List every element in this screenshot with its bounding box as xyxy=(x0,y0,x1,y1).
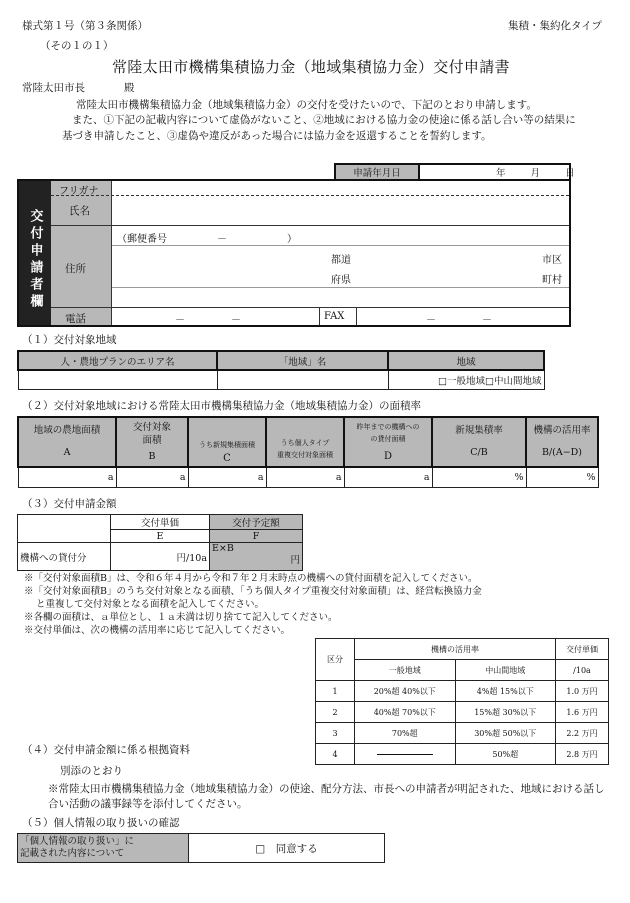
note-2-cont: と重複して交付対象となる面積を記入してください。 xyxy=(36,599,265,610)
furigana-field[interactable] xyxy=(111,181,569,195)
rate-row: 3 70%超 30%超 50%以下 2.2 万円 xyxy=(316,723,609,744)
price-unit-header: /10a xyxy=(556,660,609,681)
region-type-checkboxes[interactable]: □一般地域□中山間地域 xyxy=(388,370,544,389)
unit-price-field[interactable]: 円/10a xyxy=(111,543,210,571)
region-type-header: 地域 xyxy=(388,351,544,370)
new-accumulation-header: うち新規集積面積 C xyxy=(188,417,266,467)
section-4-body: 別添のとおり xyxy=(60,765,123,777)
farmland-area-field[interactable]: a xyxy=(18,467,116,487)
fax-field[interactable]: － － xyxy=(426,315,492,326)
rate-table xyxy=(315,638,609,765)
form-number: 様式第１号（第３条関係） xyxy=(22,20,148,32)
intro-paragraph-2: また、①下記の記載内容について虚偽がないこと、②地域における協力金の使途に係る話し合い等の結果に基づき申請したこと、③虚偽や違反があった場合には協力金を返還することを誓約します。 xyxy=(62,114,576,142)
date-day-label: 日 xyxy=(565,168,575,179)
note-1: ※「交付対象面積B」は、令和６年４月から令和７年２月末時点の機構への貸付面積を記入してください。 xyxy=(24,573,478,584)
rate-header: 機構の活用率 xyxy=(355,639,556,660)
unit-price-code: E xyxy=(111,530,210,543)
duplicate-area-field[interactable]: a xyxy=(266,467,344,487)
intro-paragraph-1: 常陸太田市機構集積協力金（地域集積協力金）の交付を受けたいので、下記のとおり申請します。 xyxy=(76,99,537,111)
phone-label: 電話 xyxy=(65,313,86,325)
phone-field[interactable]: － － xyxy=(175,315,241,326)
rate-row: 4 50%超 2.8 万円 xyxy=(316,744,609,765)
form-subnumber: （その１の１） xyxy=(40,40,114,52)
region-name-field[interactable] xyxy=(217,370,388,389)
note-2: ※「交付対象面積B」のうち交付対象となる面積、「うち個人タイプ重複交付対象面積」は、経営転換協力金 xyxy=(24,586,482,597)
utilization-rate-header: 機構の活用率 B/(A−D) xyxy=(526,417,598,467)
farmland-area-header: 地域の農地面積 A xyxy=(18,417,116,467)
prior-lending-field[interactable]: a xyxy=(344,467,432,487)
date-year-label: 年 xyxy=(496,168,506,179)
application-amount-table xyxy=(17,514,303,571)
utilization-rate-field[interactable]: % xyxy=(526,467,598,487)
rate-row: 2 40%超 70%以下 15%超 30%以下 1.6 万円 xyxy=(316,702,609,723)
prior-lending-header: 昨年までの機構への の貸付面積 D xyxy=(344,417,432,467)
section-1-heading: （１）交付対象地域 xyxy=(22,334,117,346)
fax-label: FAX xyxy=(324,311,345,322)
address-label: 住所 xyxy=(65,263,86,275)
target-area-header: 交付対象 面積 B xyxy=(116,417,188,467)
applicant-side-label: 交付申請者欄 xyxy=(19,181,51,325)
page-title: 常陸太田市機構集積協力金（地域集積協力金）交付申請書 xyxy=(112,58,510,76)
region-name-header: 「地域」名 xyxy=(217,351,388,370)
addressee: 常陸太田市長 xyxy=(22,82,85,94)
area-ratio-table xyxy=(17,416,599,488)
duplicate-area-header: うち個人タイプ 重複交付対象面積 xyxy=(266,417,344,467)
privacy-consent-checkbox[interactable]: □ 同意する xyxy=(189,834,385,863)
note-4: ※交付単価は、次の機構の活用率に応じて記入してください。 xyxy=(24,625,291,636)
lending-row-label: 機構への貸付分 xyxy=(18,543,111,571)
area-name-field[interactable] xyxy=(18,370,217,389)
address-line-2-field[interactable] xyxy=(111,288,569,307)
not-applicable-dash xyxy=(355,744,456,765)
note-3: ※各欄の面積は、ａ単位とし、１ａ未満は切り捨てて記入してください。 xyxy=(24,612,338,623)
planned-amount-code: F xyxy=(210,530,303,543)
fuken-label: 府県 xyxy=(331,275,351,286)
form-type: 集積・集約化タイプ xyxy=(508,20,602,32)
todo-label: 都道 xyxy=(331,255,351,266)
section-2-heading: （２）交付対象地域における常陸太田市機構集積協力金（地域集積協力金）の面積率 xyxy=(22,400,421,412)
rate-row: 1 20%超 40%以下 4%超 15%以下 1.0 万円 xyxy=(316,681,609,702)
section-3-heading: （３）交付申請金額 xyxy=(22,498,117,510)
section-4-note: ※常陸太田市機構集積協力金（地域集積協力金）の使途、配分方法、市長への申請者が明記された、地域における話し合い活動の議事録等を添付してください。 xyxy=(48,783,605,810)
general-area-header: 一般地域 xyxy=(355,660,456,681)
hilly-area-header: 中山間地域 xyxy=(455,660,556,681)
application-date-field[interactable] xyxy=(419,164,575,180)
application-date-label: 申請年月日 xyxy=(335,164,419,180)
target-area-field[interactable]: a xyxy=(116,467,188,487)
target-area-table xyxy=(17,350,545,390)
planned-amount-header: 交付予定額 xyxy=(210,515,303,530)
section-4-heading: （４）交付申請金額に係る根拠資料 xyxy=(22,744,190,756)
furigana-label: フリガナ xyxy=(59,186,99,197)
rate-kubun-header: 区分 xyxy=(316,639,355,681)
postal-code-field[interactable]: （郵便番号 － ） xyxy=(117,234,297,245)
date-month-label: 月 xyxy=(530,168,541,179)
name-label: 氏名 xyxy=(69,205,90,217)
planned-amount-field[interactable]: E×B 円 xyxy=(210,543,303,571)
applicant-section xyxy=(17,179,571,327)
area-name-header: 人・農地プランのエリア名 xyxy=(18,351,217,370)
unit-price-header: 交付単価 xyxy=(111,515,210,530)
new-rate-header: 新規集積率 C/B xyxy=(432,417,526,467)
shiku-label: 市区 xyxy=(542,255,562,266)
honorific: 殿 xyxy=(124,82,135,94)
price-header: 交付単価 xyxy=(556,639,609,660)
privacy-label: 「個人情報の取り扱い」に 記載された内容について xyxy=(18,834,189,863)
name-field[interactable] xyxy=(111,196,569,225)
new-accumulation-field[interactable]: a xyxy=(188,467,266,487)
section-5-heading: （５）個人情報の取り扱いの確認 xyxy=(22,817,180,829)
privacy-table xyxy=(17,833,385,863)
chouson-label: 町村 xyxy=(542,275,562,286)
new-rate-field[interactable]: % xyxy=(432,467,526,487)
